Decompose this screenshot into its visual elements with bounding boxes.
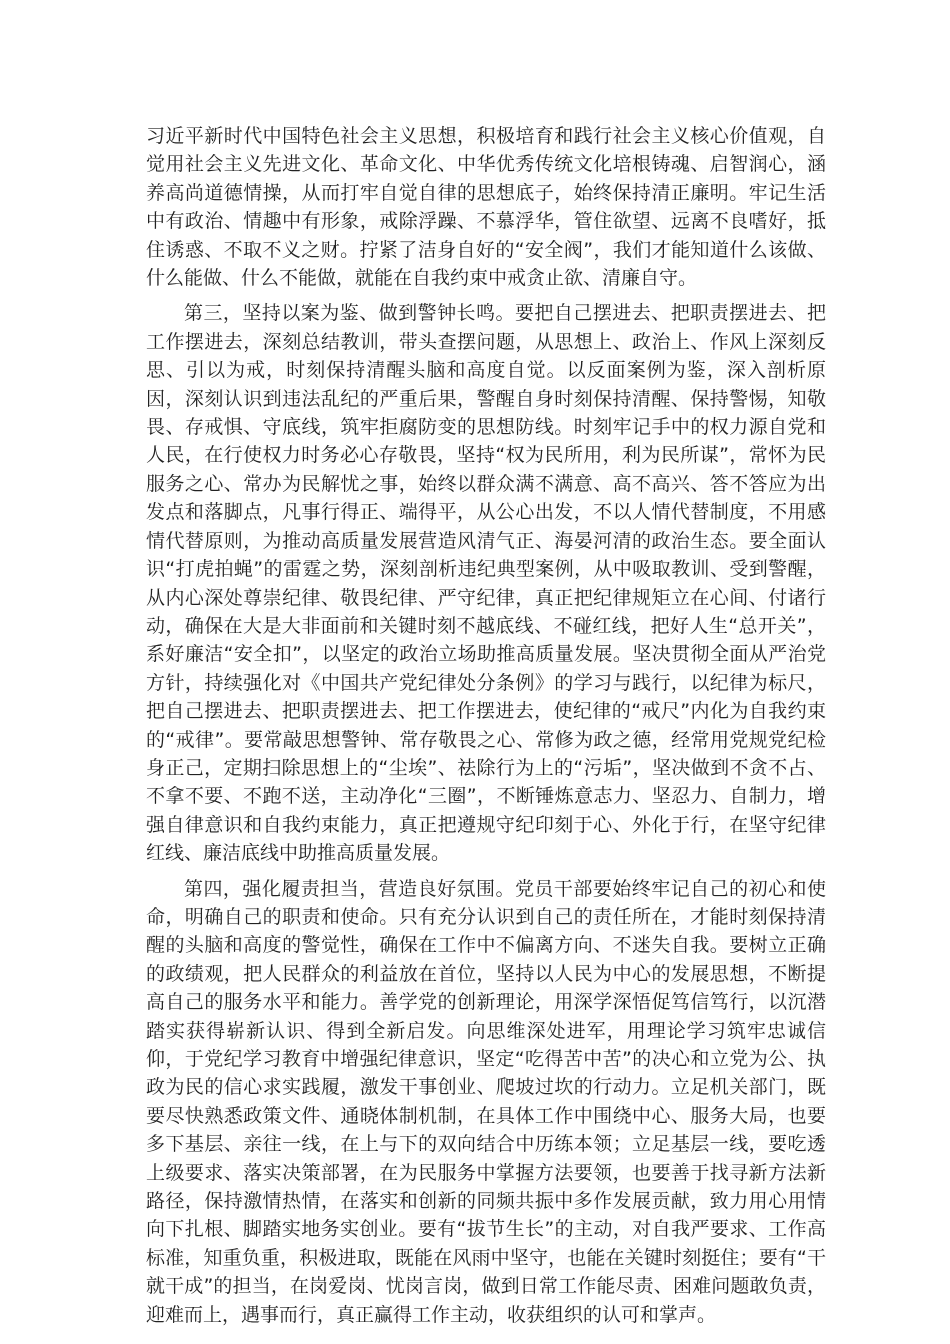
paragraph-section-four: 第四，强化履责担当，营造良好氛围。党员干部要始终牢记自己的初心和使命，明确自己的职责和使命。只有充分认识到自己的责任所在，才能时刻保持清醒的头脑和高度的警觉性，确保在工作中不偏离方向、不迷失自我。要树立正确的政绩观，把人民群众的利益放在首位，坚持以人民为中心的发展思想，不断提高自己的服务水平和能力。善学党的创新理论，用深学深悟促笃信笃行，以沉潜踏实获得崭新认识、得到全新启发。向思维深处进军，用理论学习筑牢忠诚信仰，于党纪学习教育中增强纪律意识，坚定“吃得苦中苦”的决心和立党为公、执政为民的信心求实践履，激发干事创业、爬坡过坎的行动力。立足机关部门，既要尽快熟悉政策文件、通晓体制机制，在具体工作中围绕中心、服务大局，也要多下基层、亲往一线，在上与下的双向结合中历练本领；立足基层一线，要吃透上级要求、落实决策部署，在为民服务中掌握方法要领，也要善于找寻新方法新路径，保持激情热情，在落实和创新的同频共振中多作发展贡献，致力用心用情向下扎根、脚踏实地务实创业。要有“拔节生长”的主动，对自我严要求、工作高标准，知重负重，积极进取，既能在风雨中坚守，也能在关键时刻挺住；要有“干就干成”的担当，在岗爱岗、忧岗言岗，做到日常工作能尽责、困难问题敢负责，迎难而上，遇事而行，真正赢得工作主动，收获组织的认可和掌声。 xyxy=(146,877,826,1326)
paragraph-section-three: 第三，坚持以案为鉴、做到警钟长鸣。要把自己摆进去、把职责摆进去、把工作摆进去，深刻总结教训，带头查摆问题，从思想上、政治上、作风上深刻反思、引以为戒，时刻保持清醒头脑和高度自觉。以反面案例为鉴，深入剖析原因，深刻认识到违法乱纪的严重后果，警醒自身时刻保持清醒、保持警惕，知敬畏、存戒惧、守底线，筑牢拒腐防变的思想防线。时刻牢记手中的权力源自党和人民，在行使权力时务必心存敬畏，坚持“权为民所用，利为民所谋”，常怀为民服务之心、常办为民解忧之事，始终以群众满不满意、高不高兴、答不答应为出发点和落脚点，凡事行得正、端得平，从公心出发，不以人情代替制度，不用感情代替原则，为推动高质量发展营造风清气正、海晏河清的政治生态。要全面认识“打虎拍蝇”的雷霆之势，深刻剖析违纪典型案例，从中吸取教训、受到警醒，从内心深处尊崇纪律、敬畏纪律、严守纪律，真正把纪律规矩立在心间、付诸行动，确保在大是大非面前和关键时刻不越底线、不碰红线，把好人生“总开关”，系好廉洁“安全扣”，以坚定的政治立场助推高质量发展。坚决贯彻全面从严治党方针，持续强化对《中国共产党纪律处分条例》的学习与践行，以纪律为标尺，把自己摆进去、把职责摆进去、把工作摆进去，使纪律的“戒尺”内化为自我约束的“戒律”。要常敲思想警钟、常存敬畏之心、常修为政之德，经常用党规党纪检身正己，定期扫除思想上的“尘埃”、祛除行为上的“污垢”，坚决做到不贪不占、不拿不要、不跑不送，主动净化“三圈”，不断锤炼意志力、坚忍力、自制力，增强自律意识和自我约束能力，真正把遵规守纪印刻于心、外化于行，在坚守纪律红线、廉洁底线中助推高质量发展。 xyxy=(146,302,826,865)
document-body xyxy=(146,122,826,1336)
paragraph-continued: 习近平新时代中国特色社会主义思想，积极培育和践行社会主义核心价值观，自觉用社会主义先进文化、革命文化、中华优秀传统文化培根铸魂、启智润心，涵养高尚道德情操，从而打牢自觉自律的思想底子，始终保持清正廉明。牢记生活中有政治、情趣中有形象，戒除浮躁、不慕浮华，管住欲望、远离不良嗜好，抵住诱惑、不取不义之财。拧紧了洁身自好的“安全阀”，我们才能知道什么该做、什么能做、什么不能做，就能在自我约束中戒贪止欲、清廉自守。 xyxy=(146,125,826,290)
